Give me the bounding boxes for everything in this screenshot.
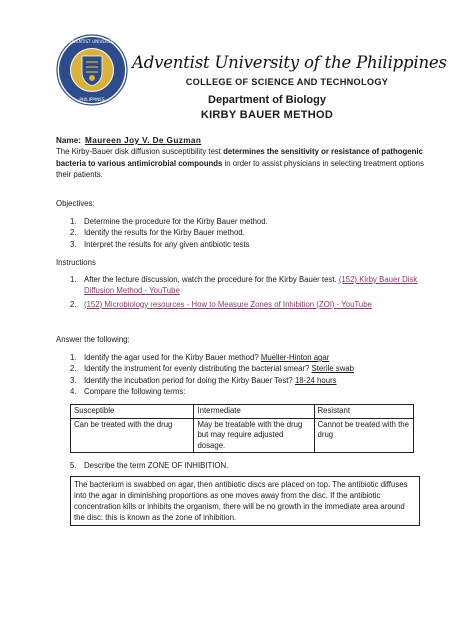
instructions-list bbox=[70, 274, 430, 310]
student-name: Maureen Joy V. De Guzman bbox=[85, 136, 202, 145]
zone-question bbox=[70, 460, 430, 471]
list-item bbox=[70, 216, 430, 227]
list-item bbox=[70, 363, 430, 374]
list-item bbox=[70, 375, 430, 386]
student-name-line bbox=[56, 136, 201, 145]
list-item bbox=[70, 227, 430, 238]
intro-paragraph bbox=[56, 146, 426, 181]
kirby-bauer-video-link[interactable]: (152) Kirby Bauer Disk Diffusion Method - YouTube bbox=[84, 275, 418, 296]
item-number: 2. bbox=[70, 364, 77, 374]
list-item bbox=[70, 386, 430, 397]
question-text: Describe the term ZONE OF INHIBITION. bbox=[84, 461, 229, 470]
table-header-row bbox=[71, 405, 414, 419]
intro-text-bold: determines the sensitivity or resistance of pathogenic bacteria to various antimicrobial compounds bbox=[56, 147, 423, 168]
svg-text:PHILIPPINES: PHILIPPINES bbox=[79, 97, 105, 102]
list-item bbox=[70, 274, 430, 297]
intro-text-2: in order to assist physicians in selecting treatment options their patients. bbox=[56, 158, 424, 179]
table-cell: Can be treated with the drug bbox=[71, 418, 194, 453]
question-text: Identify the agar used for the Kirby Bauer method? bbox=[84, 353, 261, 362]
questions-list bbox=[70, 352, 430, 397]
table-row bbox=[71, 418, 414, 453]
item-text: Identify the results for the Kirby Bauer method. bbox=[84, 228, 245, 238]
list-item bbox=[70, 239, 430, 250]
list-item bbox=[70, 460, 430, 471]
item-number: 4. bbox=[70, 386, 77, 396]
question-text: Identify the incubation period for doing the Kirby Bauer Test? bbox=[84, 375, 295, 385]
objectives-list bbox=[70, 216, 430, 250]
objectives-heading: Objectives: bbox=[56, 199, 95, 208]
item-number: 1. bbox=[70, 353, 77, 362]
instructions-heading: Instructions bbox=[56, 258, 96, 267]
item-text: After the lecture discussion, watch the procedure for the Kirby Bauer test. bbox=[84, 275, 339, 284]
answer-text: Sterile swab bbox=[311, 364, 354, 374]
table-header-cell: Susceptible bbox=[71, 405, 194, 419]
document-title: KIRBY BAUER METHOD bbox=[200, 109, 334, 121]
department-name: Department of Biology bbox=[208, 94, 326, 106]
table-header-cell: Resistant bbox=[314, 405, 413, 419]
table-cell: May be treatable with the drug but may require adjusted dosage. bbox=[194, 418, 314, 453]
college-name: COLLEGE OF SCIENCE AND TECHNOLOGY bbox=[185, 77, 389, 87]
answer-heading: Answer the following: bbox=[56, 335, 130, 344]
zoi-video-link[interactable]: (152) Microbiology resources - How to Measure Zones of Inhibition (ZOI) - YouTube bbox=[84, 299, 372, 309]
item-number: 3. bbox=[70, 239, 77, 249]
name-label: Name: bbox=[56, 136, 82, 145]
table-header-cell: Intermediate bbox=[194, 405, 314, 419]
svg-text:ADVENTIST UNIVERSITY: ADVENTIST UNIVERSITY bbox=[67, 39, 117, 44]
item-number: 2. bbox=[70, 228, 77, 238]
item-number: 5. bbox=[70, 461, 77, 470]
intro-text-1: The Kirby-Bauer disk diffusion susceptibility test bbox=[56, 147, 224, 156]
terms-comparison-table bbox=[70, 404, 414, 453]
item-text: Interpret the results for any given antibiotic tests bbox=[84, 239, 250, 249]
answer-text: Mueller-Hinton agar bbox=[260, 353, 330, 362]
list-item bbox=[70, 299, 430, 310]
table-cell: Cannot be treated with the drug bbox=[314, 418, 413, 453]
item-text: Determine the procedure for the Kirby Bauer method. bbox=[84, 217, 268, 226]
zone-answer-box: The bacterium is swabbed on agar, then antibiotic discs are placed on top. The antibiotic diffuses into the agar in diminishing proportions as one moves away from the disc. If the antibiotic concentration kills or inhibits the organism, there will be no growth in the immediate area around the disc: this is known as the zone of inhibition. bbox=[70, 476, 420, 526]
item-number: 2. bbox=[70, 299, 77, 309]
question-text: Compare the following terms: bbox=[84, 386, 186, 396]
item-number: 1. bbox=[70, 275, 77, 284]
university-name: Adventist University of the Philippines bbox=[132, 53, 447, 72]
question-text: Identify the instrument for evenly distributing the bacterial smear? bbox=[84, 364, 312, 374]
list-item bbox=[70, 352, 430, 363]
item-number: 3. bbox=[70, 375, 77, 385]
item-number: 1. bbox=[70, 217, 77, 226]
answer-text: 18-24 hours bbox=[294, 375, 337, 385]
